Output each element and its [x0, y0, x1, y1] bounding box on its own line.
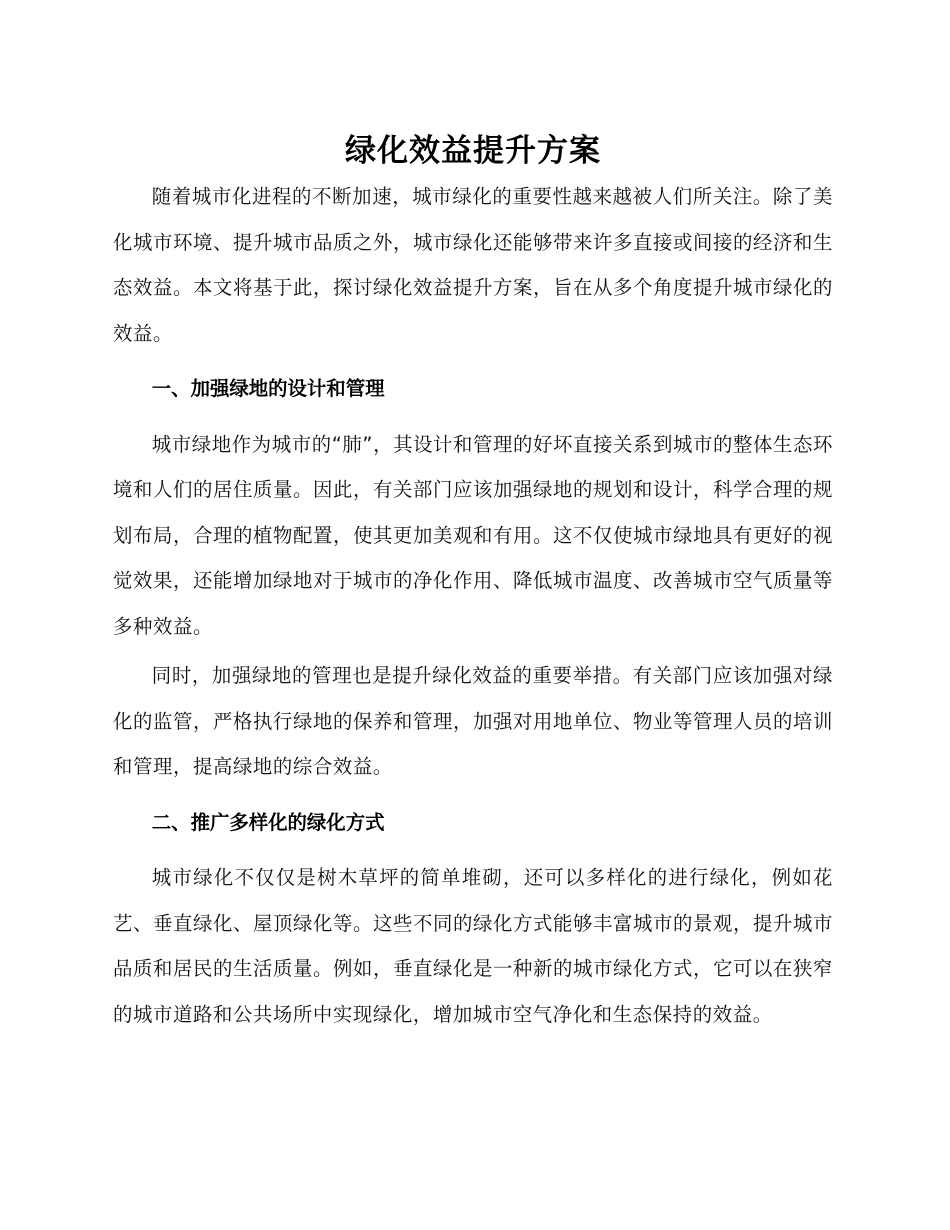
- spacer: [113, 845, 833, 855]
- section-1-paragraph-1: 城市绿地作为城市的“肺”，其设计和管理的好坏直接关系到城市的整体生态环境和人们的居住质量。因此，有关部门应该加强绿地的规划和设计，科学合理的规划布局，合理的植物配置，使其更加美观和有用。这不仅使城市绿地具有更好的视觉效果，还能增加绿地对于城市的净化作用、降低城市温度、改善城市空气质量等多种效益。: [113, 432, 833, 638]
- section-1-paragraph-2: 同时，加强绿地的管理也是提升绿化效益的重要举措。有关部门应该加强对绿化的监管，严格执行绿地的保养和管理，加强对用地单位、物业等管理人员的培训和管理，提高绿地的综合效益。: [113, 664, 833, 778]
- section-2-paragraph-1: 城市绿化不仅仅是树木草坪的简单堆砌，还可以多样化的进行绿化，例如花艺、垂直绿化、屋顶绿化等。这些不同的绿化方式能够丰富城市的景观，提升城市品质和居民的生活质量。例如，垂直绿化是一种新的城市绿化方式，它可以在狭窄的城市道路和公共场所中实现绿化，增加城市空气净化和生态保持的效益。: [113, 866, 833, 1026]
- section-1-heading: 一、加强绿地的设计和管理: [151, 377, 385, 400]
- spacer: [113, 356, 833, 366]
- document-page: [113, 128, 833, 1037]
- section-2-heading: 二、推广多样化的绿化方式: [151, 810, 385, 834]
- document-title: 绿化效益提升方案: [345, 133, 601, 169]
- spacer: [113, 790, 833, 800]
- spacer: [113, 412, 833, 422]
- intro-paragraph: 随着城市化进程的不断加速，城市绿化的重要性越来越被人们所关注。除了美化城市环境、提升城市品质之外，城市绿化还能够带来许多直接或间接的经济和生态效益。本文将基于此，探讨绿化效益提升方案，旨在从多个角度提升城市绿化的效益。: [113, 185, 833, 345]
